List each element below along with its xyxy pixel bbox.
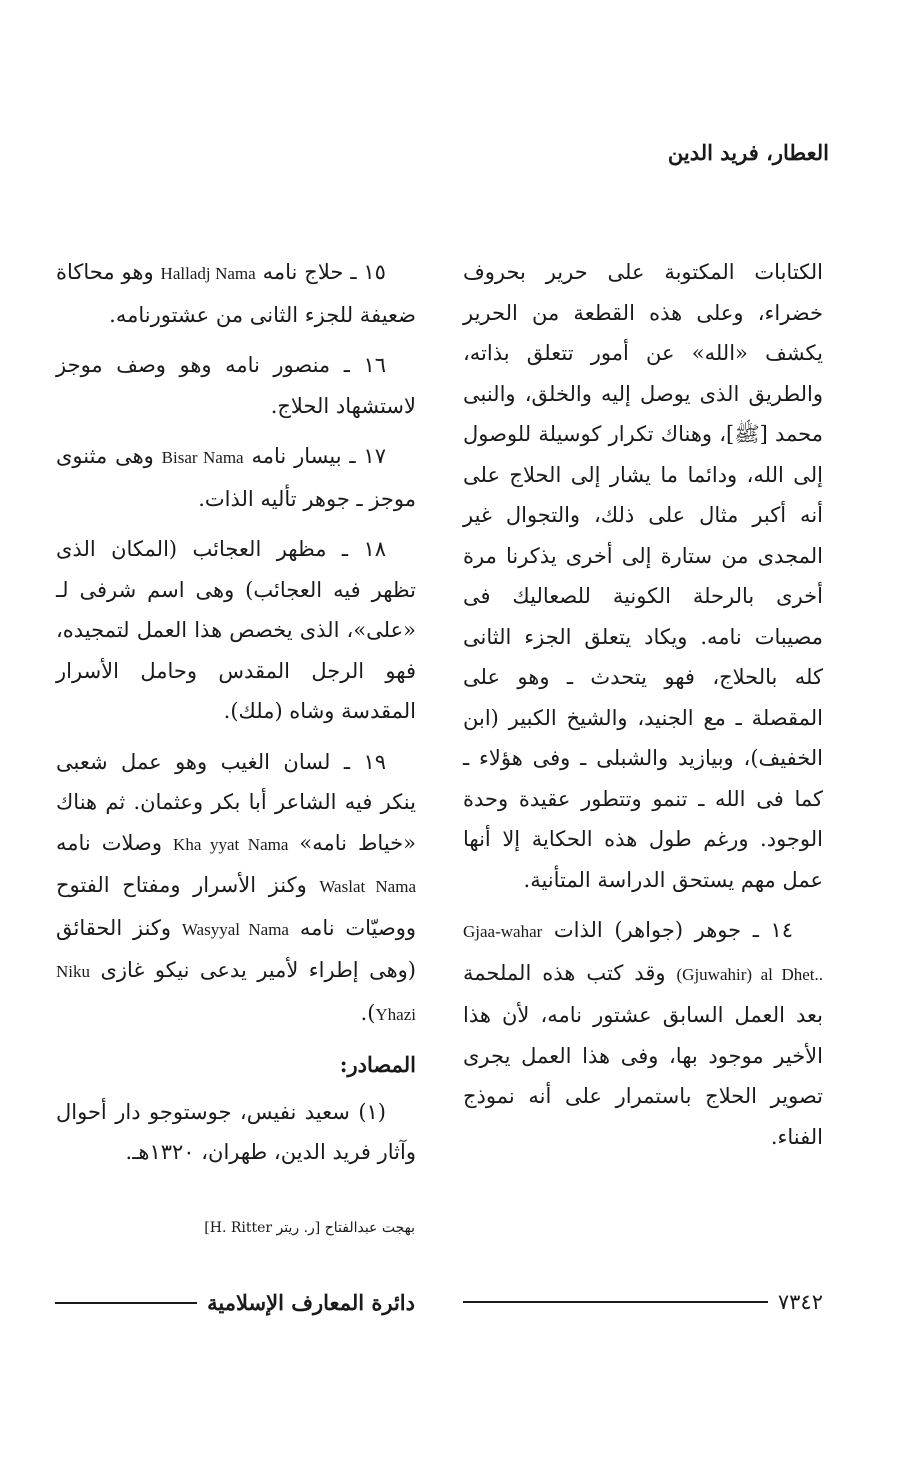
item-15-title: ١٥ ـ حلاج نامه: [262, 260, 386, 284]
footer-journal-group: [55, 1290, 415, 1315]
item-19-text-e: ).: [360, 1000, 376, 1025]
footer-page-number-group: [463, 1290, 823, 1314]
item-19-text-b: وصلات نامه: [56, 830, 163, 855]
item-15-latin: Halladj Nama: [160, 264, 256, 283]
paragraph-continuation: الكتابات المكتوبة على حرير بحروف خضراء، وعلى هذه القطعة من الحرير يكشف «الله» عن أمور تتعلق بذاته، والطريق الذى يوصل إليه والخلق، والنبى محمد [ﷺ]، وهناك تكرار كوسيلة للوصول إلى الله، ودائما ما يشار إلى الحلاج على أنه أكبر مثال على ذلك، والتجوال غير المجدى من ستارة إلى أخرى يذكرنا مرة أخرى بالرحلة الكونية للصعاليك فى مصيبات نامه. ويكاد يتعلق الجزء الثانى كله بالحلاج، فهو يتحدث ـ وهو على المقصلة ـ مع الجنيد، والشيخ الكبير (ابن الخفيف)، وبيازيد والشبلى ـ وفى هؤلاء ـ كما فى الله ـ تنمو وتتطور عقيدة وحدة الوجود. ورغم طول هذه الحكاية إلا أنها عمل مهم يستحق الدراسة المتأنية.: [463, 260, 823, 892]
item-17: [56, 436, 416, 519]
item-14: [463, 910, 823, 1157]
item-18: ١٨ ـ مظهر العجائب (المكان الذى تظهر فيه العجائب) وهى اسم شرفى لـ «على»، الذى يخصص هذا العمل لتمجيده، فهو الرجل المقدس وحامل الأسرار المقدسة وشاه (ملك).: [56, 537, 416, 723]
item-15-text: وهو محاكاة ضعيفة للجزء الثانى من عشتورنامه.: [56, 260, 416, 327]
item-14-title: ١٤ ـ جوهر (جواهر) الذات: [553, 918, 793, 942]
item-17-latin: Bisar Nama: [161, 448, 244, 467]
left-column: [56, 252, 416, 1183]
page-number: ٧٣٤٢: [777, 1290, 823, 1314]
item-15: [56, 252, 416, 335]
item-19-text-a: ١٩ ـ لسان الغيب وهو عمل شعبى ينكر فيه الشاعر أبا بكر وعثمان. ثم هناك «خياط نامه»: [56, 749, 416, 855]
item-17-text: وهى مثنوى موجز ـ جوهر تأليه الذات.: [56, 444, 416, 511]
item-14-text: وقد كتب هذه الملحمة بعد العمل السابق عشتور نامه، لأن هذا الأخير موجود بها، وفى هذا العمل يجرى تصوير الحلاج باستمرار على أنه نموذج الفناء.: [463, 960, 823, 1149]
author-attribution: بهجت عبدالفتاح [ر. ريتر H. Ritter]: [204, 1220, 415, 1236]
sources-heading: المصادر:: [339, 1052, 416, 1077]
item-17-title: ١٧ ـ بيسار نامه: [251, 444, 386, 468]
item-14-latin: Gjaa-wahar (Gjuwahir) al Dhet..: [463, 922, 823, 984]
item-19-latin-1: Kha yyat Nama: [173, 834, 289, 854]
item-19-latin-4: Niku Yhazi: [56, 962, 416, 1024]
journal-name: دائرة المعارف الإسلامية: [207, 1290, 415, 1315]
item-16: ١٦ ـ منصور نامه وهو وصف موجز لاستشهاد الحلاج.: [56, 353, 416, 418]
right-column: [463, 252, 823, 1167]
item-19-latin-2: Waslat Nama: [319, 877, 416, 896]
item-19-text-c: وكنز الأسرار ومفتاح الفتوح ووصيّات نامه: [56, 873, 416, 940]
footer-rule-left: [55, 1302, 197, 1304]
item-19-latin-3: Wasyyal Nama: [181, 919, 289, 939]
item-19-text-d: وكنز الحقائق (وهى إطراء لأمير يدعى نيكو غازى: [56, 915, 416, 982]
source-1: (١) سعيد نفيس، جوستوجو دار أحوال وآثار فريد الدين، طهران، ١٣٢٠هـ.: [56, 1099, 416, 1164]
item-19: [56, 742, 416, 1036]
running-head: العطار، فريد الدين: [667, 140, 829, 165]
footer-rule-right: [463, 1301, 768, 1303]
